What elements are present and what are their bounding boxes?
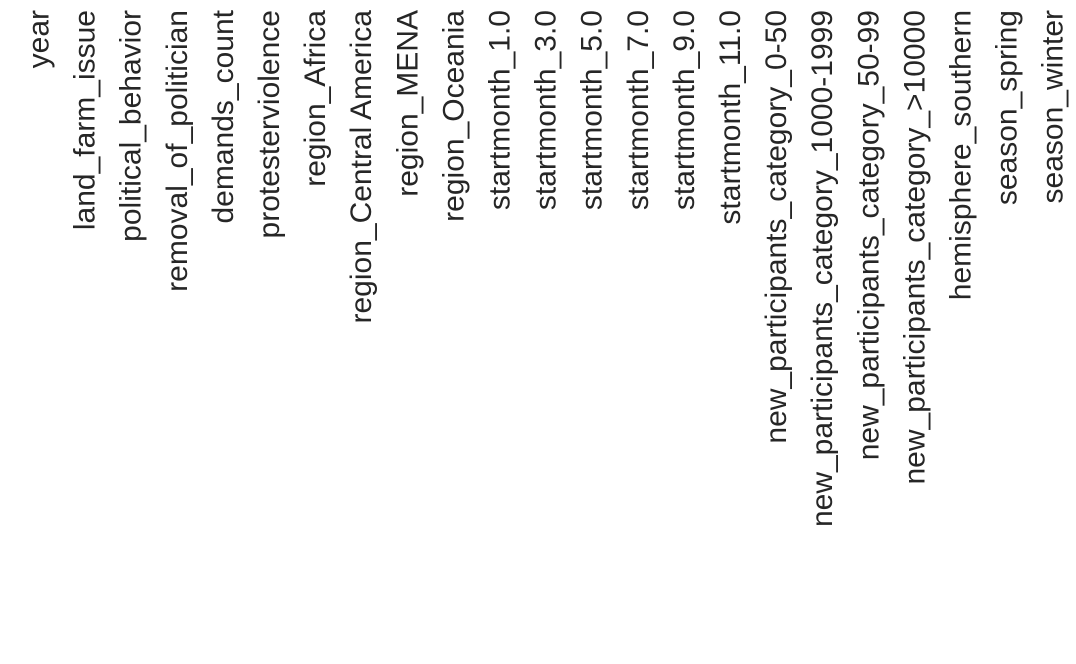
x-tick-label: season_winter: [1036, 10, 1070, 204]
x-tick-label: year: [22, 10, 56, 69]
x-tick-label: new_participants_category_1000-1999: [806, 10, 840, 528]
x-tick-label: hemisphere_southern: [944, 10, 978, 301]
x-tick-label: startmonth_7.0: [621, 10, 655, 211]
x-tick-label: startmonth_5.0: [575, 10, 609, 211]
x-tick-label: new_participants_category_50-99: [852, 10, 886, 461]
x-tick-labels: [23, 9, 1070, 527]
x-tick-label: region_Central America: [345, 10, 379, 324]
x-tick-label: startmonth_11.0: [714, 10, 747, 225]
x-tick-label: region_Africa: [299, 10, 333, 187]
x-tick-label: political_behavior: [114, 10, 148, 242]
x-tick-label: land_farm_issue: [68, 10, 102, 231]
x-tick-label: startmonth_9.0: [667, 10, 701, 211]
x-tick-label: season_spring: [990, 10, 1024, 206]
x-tick-label: removal_of_politician: [160, 10, 194, 292]
x-tick-label: new_participants_category_0-50: [760, 10, 794, 444]
x-tick-label: new_participants_category_>10000: [898, 10, 932, 485]
x-tick-label: startmonth_3.0: [529, 10, 563, 211]
x-tick-label: region_MENA: [391, 10, 425, 197]
x-tick-label: startmonth_1.0: [483, 10, 517, 211]
x-tick-label: demands_count: [206, 10, 240, 224]
x-tick-label: protesterviolence: [253, 10, 286, 239]
x-tick-label: region_Oceania: [437, 10, 471, 222]
